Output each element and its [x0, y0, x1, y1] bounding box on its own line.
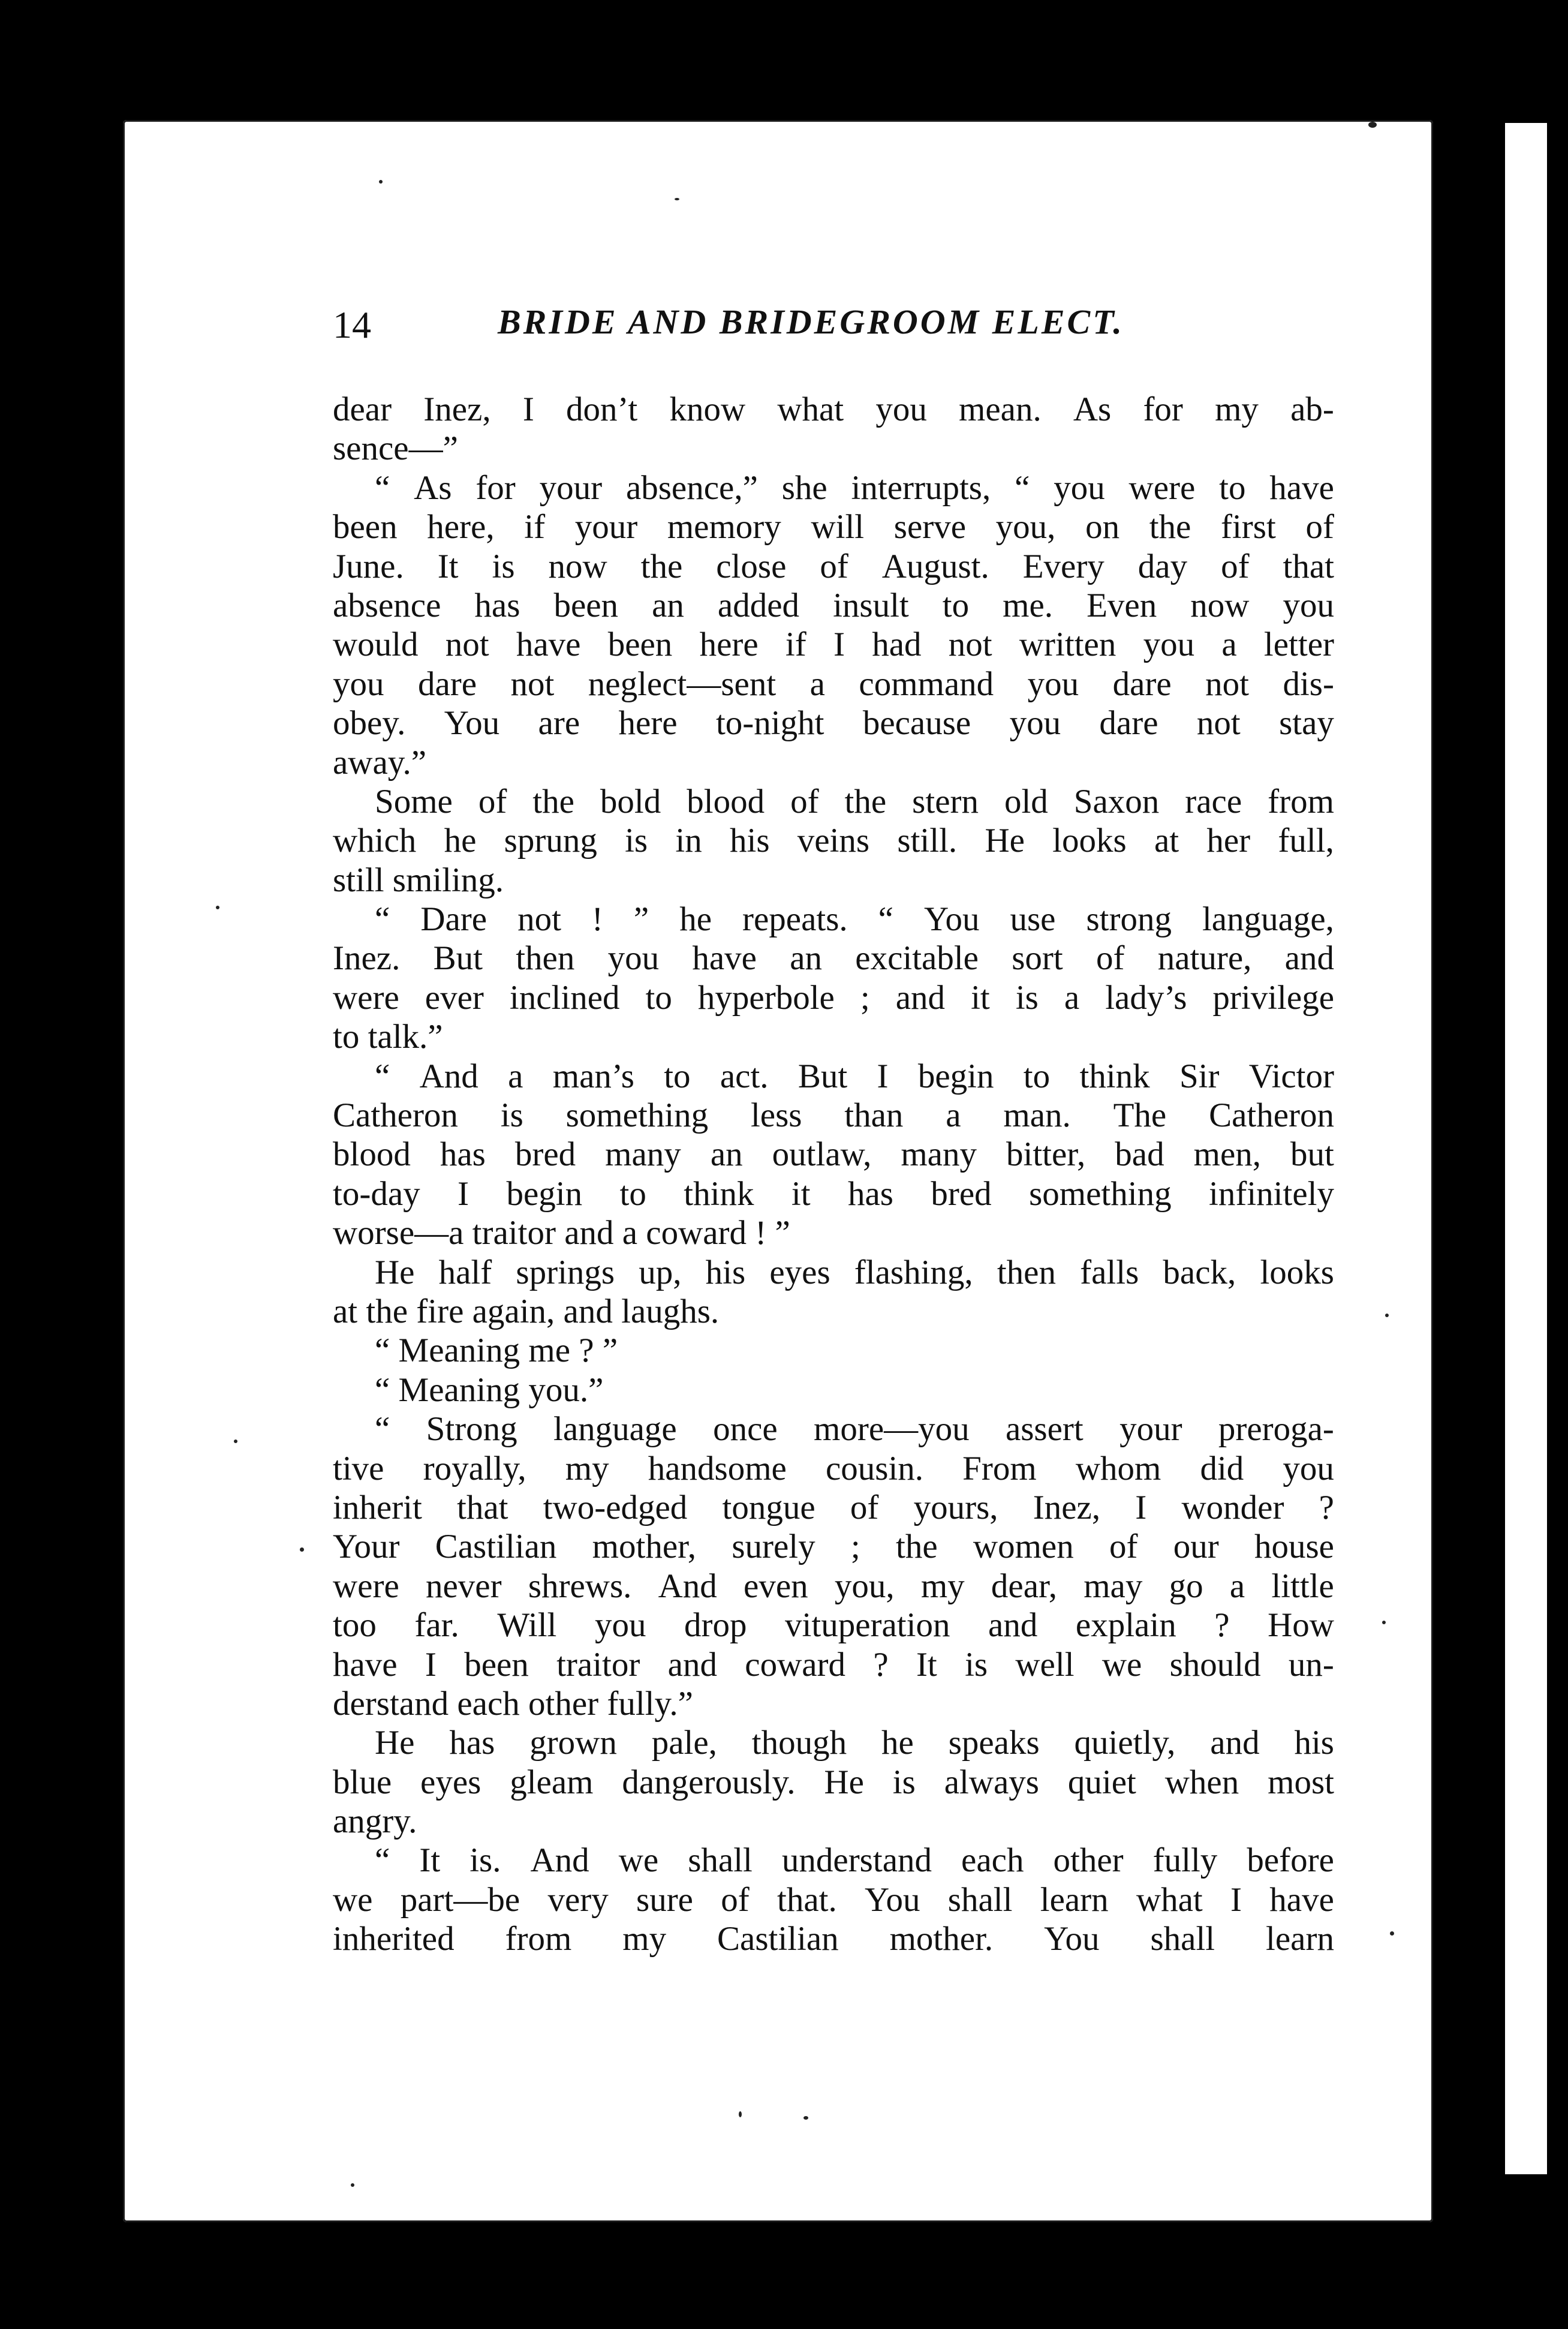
text-line: “ As for your absence,” she interrupts, “ you were to have: [375, 468, 1334, 507]
text-line: inherited from my Castilian mother. You shall learn: [333, 1920, 1334, 1958]
scan-speck: [803, 2116, 808, 2120]
text-line: Your Castilian mother, surely ; the women of our house: [333, 1528, 1334, 1566]
text-line: tive royally, my handsome cousin. From whom did you: [333, 1449, 1334, 1487]
text-line: inherit that two-edged tongue of yours, Inez, I wonder ?: [333, 1488, 1334, 1526]
scan-speck: [1382, 1621, 1386, 1624]
text-line: “ Meaning you.”: [375, 1371, 604, 1409]
text-line: Inez. But then you have an excitable sort of nature, and: [333, 939, 1334, 978]
text-line: derstand each other fully.”: [333, 1684, 693, 1723]
text-line: blood has bred many an outlaw, many bitter, bad men, but: [333, 1135, 1334, 1174]
text-line: He has grown pale, though he speaks quietly, and his: [375, 1724, 1334, 1762]
scan-speck: [216, 906, 219, 909]
text-line: were never shrews. And even you, my dear, may go a little: [333, 1567, 1334, 1605]
scan-speck: [300, 1547, 304, 1552]
text-line: were ever inclined to hyperbole ; and it is a lady’s privilege: [333, 978, 1334, 1017]
text-line: Some of the bold blood of the stern old Saxon race from: [375, 782, 1334, 821]
scan-speck: [1368, 122, 1377, 128]
text-line: to talk.”: [333, 1018, 443, 1056]
text-line: still smiling.: [333, 861, 504, 899]
text-line: sence—”: [333, 429, 458, 468]
scan-speck: [675, 198, 679, 200]
body-text: [333, 390, 1334, 1959]
text-line: been here, if your memory will serve you, on the first of: [333, 508, 1334, 546]
scan-speck: [1385, 1314, 1389, 1317]
text-line: you dare not neglect—sent a command you dare not dis-: [333, 665, 1334, 703]
text-line: Catheron is something less than a man. The Catheron: [333, 1096, 1334, 1135]
page-number: 14: [333, 303, 371, 346]
text-line: June. It is now the close of August. Every day of that: [333, 547, 1334, 585]
text-line: “ Strong language once more—you assert your preroga-: [375, 1410, 1334, 1449]
text-line: “ Meaning me ? ”: [375, 1332, 618, 1370]
text-line: He half springs up, his eyes flashing, then falls back, looks: [375, 1253, 1334, 1291]
text-line: away.”: [333, 743, 427, 782]
text-line: we part—be very sure of that. You shall learn what I have: [333, 1880, 1334, 1919]
scan-speck: [739, 2111, 742, 2117]
text-line: dear Inez, I don’t know what you mean. As for my ab-: [333, 390, 1334, 428]
text-line: worse—a traitor and a coward ! ”: [333, 1214, 790, 1252]
text-line: have I been traitor and coward ? It is well we should un-: [333, 1645, 1334, 1684]
text-line: “ And a man’s to act. But I begin to think Sir Victor: [375, 1057, 1334, 1095]
text-line: “ Dare not ! ” he repeats. “ You use strong language,: [375, 900, 1334, 939]
text-line: to-day I begin to think it has bred something infinitely: [333, 1174, 1334, 1213]
scan-speck: [234, 1440, 237, 1443]
text-line: angry.: [333, 1802, 417, 1841]
scan-speck: [351, 2183, 354, 2187]
running-head: BRIDE AND BRIDEGROOM ELECT.: [498, 302, 1124, 341]
text-line: “ It is. And we shall understand each other fully before: [375, 1841, 1334, 1880]
adjacent-page-edge: [1505, 123, 1547, 2174]
text-line: obey. You are here to-night because you dare not stay: [333, 704, 1334, 743]
text-line: too far. Will you drop vituperation and explain ? How: [333, 1606, 1334, 1645]
text-line: would not have been here if I had not written you a letter: [333, 626, 1334, 664]
scan-speck: [379, 180, 383, 184]
scan-speck: [1390, 1931, 1394, 1936]
text-line: absence has been an added insult to me. Even now you: [333, 586, 1334, 624]
text-line: which he sprung is in his veins still. He looks at her full,: [333, 822, 1334, 860]
text-line: at the fire again, and laughs.: [333, 1292, 720, 1330]
text-line: blue eyes gleam dangerously. He is always quiet when most: [333, 1763, 1334, 1801]
